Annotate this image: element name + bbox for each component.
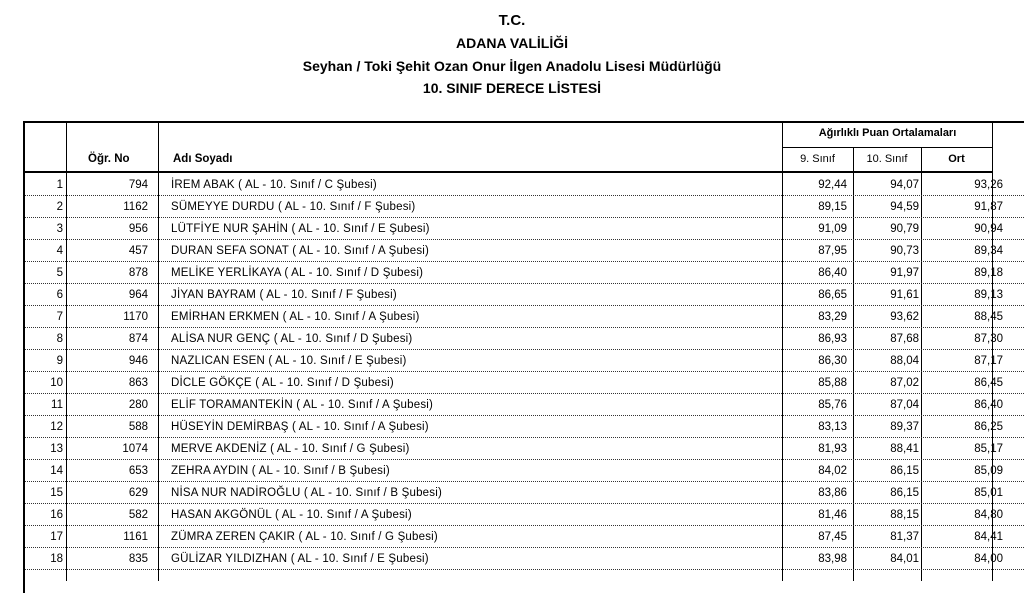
student-number: 794 [128,179,148,191]
row-index: 8 [56,333,63,345]
student-name: ZÜMRA ZEREN ÇAKIR ( AL - 10. Sınıf / G Şubesi) [171,531,438,543]
table-row [25,262,1024,284]
grade9-score: 86,40 [818,267,847,279]
grade9-score: 85,76 [818,399,847,411]
average-score: 87,30 [974,333,1003,345]
grade10-score: 88,15 [890,509,919,521]
row-index: 1 [56,179,63,191]
student-name: HÜSEYİN DEMİRBAŞ ( AL - 10. Sınıf / A Şubesi) [171,421,429,433]
average-score: 89,18 [974,267,1003,279]
grade9-score: 83,29 [818,311,847,323]
grade9-score: 89,15 [818,201,847,213]
table-row [25,438,1024,460]
table-row [25,460,1024,482]
header-school: Seyhan / Toki Şehit Ozan Onur İlgen Anadolu Lisesi Müdürlüğü [302,58,722,74]
table-row [25,526,1024,548]
grade9-score: 83,13 [818,421,847,433]
col-header-group: Ağırlıklı Puan Ortalamaları [818,127,957,139]
student-number: 582 [128,509,148,521]
average-score: 89,13 [974,289,1003,301]
grade10-score: 86,15 [890,465,919,477]
row-index: 16 [50,509,63,521]
grade10-score: 88,04 [890,355,919,367]
grade9-score: 81,93 [818,443,847,455]
header-governorship: ADANA VALİLİĞİ [456,35,568,51]
grade9-score: 84,02 [818,465,847,477]
grade10-score: 91,61 [890,289,919,301]
average-score: 91,87 [974,201,1003,213]
average-score: 88,45 [974,311,1003,323]
student-name: LÜTFİYE NUR ŞAHİN ( AL - 10. Sınıf / E Şubesi) [171,223,430,235]
student-number: 653 [128,465,148,477]
table-row [25,482,1024,504]
header-bottom-line [24,171,993,173]
student-name: EMİRHAN ERKMEN ( AL - 10. Sınıf / A Şubesi) [171,311,420,323]
grade10-score: 87,68 [890,333,919,345]
average-score: 84,00 [974,553,1003,565]
average-score: 86,40 [974,399,1003,411]
average-score: 87,17 [974,355,1003,367]
table-row [25,196,1024,218]
student-number: 280 [128,399,148,411]
average-score: 93,26 [974,179,1003,191]
average-score: 85,09 [974,465,1003,477]
grade10-score: 93,62 [890,311,919,323]
row-index: 2 [56,201,63,213]
row-index: 5 [56,267,63,279]
student-name: ELİF TORAMANTEKİN ( AL - 10. Sınıf / A Şubesi) [171,399,434,411]
table-row [25,416,1024,438]
grade10-score: 91,97 [890,267,919,279]
table-row [25,372,1024,394]
average-score: 85,17 [974,443,1003,455]
student-number: 946 [128,355,148,367]
student-number: 1170 [123,311,148,323]
col-header-s10: 10. Sınıf [866,153,908,165]
grade10-score: 87,02 [890,377,919,389]
grade10-score: 90,73 [890,245,919,257]
grade9-score: 86,65 [818,289,847,301]
grade9-score: 87,95 [818,245,847,257]
student-name: MELİKE YERLİKAYA ( AL - 10. Sınıf / D Şubesi) [171,267,424,279]
grade9-score: 83,98 [818,553,847,565]
student-name: JİYAN BAYRAM ( AL - 10. Sınıf / F Şubesi) [171,289,397,301]
grade10-score: 87,04 [890,399,919,411]
grade9-score: 83,86 [818,487,847,499]
student-number: 874 [128,333,148,345]
student-number: 1162 [123,201,148,213]
student-name: NİSA NUR NADİROĞLU ( AL - 10. Sınıf / B Şubesi) [171,487,443,499]
col-header-s9: 9. Sınıf [800,153,835,165]
row-index: 15 [50,487,63,499]
student-number: 1074 [122,443,148,455]
grade9-score: 91,09 [818,223,847,235]
average-score: 86,25 [974,421,1003,433]
student-name: MERVE AKDENİZ ( AL - 10. Sınıf / G Şubesi) [171,443,410,455]
table-row [25,306,1024,328]
row-index: 11 [51,399,63,411]
grade10-score: 86,15 [890,487,919,499]
average-score: 90,94 [974,223,1003,235]
table-row [25,504,1024,526]
table-row [25,284,1024,306]
average-score: 84,41 [974,531,1003,543]
table-row [25,240,1024,262]
table-row [25,328,1024,350]
student-number: 835 [128,553,148,565]
student-number: 878 [128,267,148,279]
table-row [25,174,1024,196]
grade10-score: 90,79 [890,223,919,235]
row-index: 13 [50,443,63,455]
grade9-score: 86,30 [818,355,847,367]
student-number: 1161 [123,531,148,543]
table-row [25,218,1024,240]
row-index: 9 [56,355,63,367]
row-index: 18 [50,553,63,565]
student-name: ALİSA NUR GENÇ ( AL - 10. Sınıf / D Şubesi) [171,333,413,345]
table-row [25,548,1024,570]
student-name: İREM ABAK ( AL - 10. Sınıf / C Şubesi) [171,179,377,191]
row-index: 3 [56,223,63,235]
student-name: NAZLICAN ESEN ( AL - 10. Sınıf / E Şubesi) [171,355,407,367]
col-header-name: Adı Soyadı [173,153,233,165]
grade10-score: 94,07 [890,179,919,191]
grade10-score: 88,41 [890,443,919,455]
student-number: 863 [128,377,148,389]
row-index: 14 [50,465,63,477]
average-score: 84,80 [974,509,1003,521]
grade10-score: 84,01 [890,553,919,565]
grade9-score: 87,45 [818,531,847,543]
col-header-no: Öğr. No [88,153,130,165]
header-list-title: 10. SINIF DERECE LİSTESİ [422,80,602,96]
grade9-score: 81,46 [818,509,847,521]
grade9-score: 85,88 [818,377,847,389]
row-index: 12 [50,421,63,433]
table-row [25,394,1024,416]
grade10-score: 89,37 [890,421,919,433]
student-number: 964 [128,289,148,301]
student-name: GÜLİZAR YILDIZHAN ( AL - 10. Sınıf / E Şubesi) [171,553,429,565]
row-index: 4 [56,245,63,257]
row-index: 17 [50,531,63,543]
row-index: 7 [56,311,63,323]
student-number: 588 [128,421,148,433]
student-number: 629 [128,487,148,499]
student-name: DİCLE GÖKÇE ( AL - 10. Sınıf / D Şubesi) [171,377,394,389]
col-header-ort: Ort [948,153,965,165]
student-number: 457 [128,245,148,257]
group-header-line [782,147,993,148]
average-score: 85,01 [974,487,1003,499]
table-row [25,350,1024,372]
average-score: 86,45 [974,377,1003,389]
student-name: SÜMEYYE DURDU ( AL - 10. Sınıf / F Şubesi) [171,201,416,213]
header-tc: T.C. [498,12,526,29]
grade10-score: 81,37 [890,531,919,543]
row-separator [25,569,1024,570]
grade10-score: 94,59 [890,201,919,213]
grade9-score: 86,93 [818,333,847,345]
row-index: 10 [50,377,63,389]
student-name: HASAN AKGÖNÜL ( AL - 10. Sınıf / A Şubesi) [171,509,412,521]
average-score: 89,34 [974,245,1003,257]
row-index: 6 [56,289,63,301]
student-name: DURAN SEFA SONAT ( AL - 10. Sınıf / A Şubesi) [171,245,430,257]
student-number: 956 [128,223,148,235]
grade9-score: 92,44 [818,179,847,191]
student-name: ZEHRA AYDIN ( AL - 10. Sınıf / B Şubesi) [171,465,390,477]
